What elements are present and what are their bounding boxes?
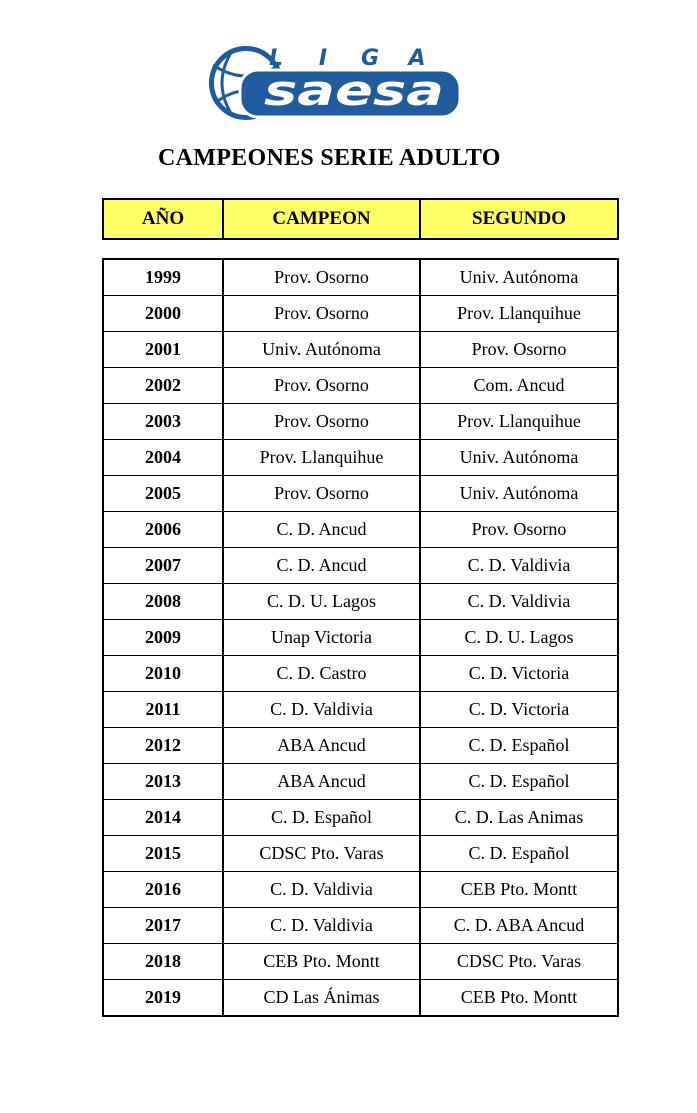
table-row — [103, 259, 618, 296]
runner-up-cell: C. D. U. Lagos — [420, 620, 618, 656]
runner-up-cell: CEB Pto. Montt — [420, 872, 618, 908]
column-header-year: AÑO — [103, 199, 223, 239]
liga-letter-i: I — [318, 46, 328, 71]
champion-cell: C. D. Ancud — [223, 512, 420, 548]
champion-cell: C. D. Ancud — [223, 548, 420, 584]
table-row — [103, 728, 618, 764]
runner-up-cell: C. D. Victoria — [420, 656, 618, 692]
column-header-second: SEGUNDO — [420, 199, 618, 239]
table-row — [103, 620, 618, 656]
year-cell: 2016 — [103, 872, 223, 908]
champion-cell: C. D. Español — [223, 800, 420, 836]
results-table — [102, 258, 619, 1017]
runner-up-cell: C. D. Valdivia — [420, 548, 618, 584]
column-header-champion: CAMPEON — [223, 199, 420, 239]
year-cell: 2012 — [103, 728, 223, 764]
champion-cell: Univ. Autónoma — [223, 332, 420, 368]
table-row — [103, 332, 618, 368]
champion-cell: C. D. Castro — [223, 656, 420, 692]
saesa-wordmark: saesa — [264, 66, 444, 115]
runner-up-cell: C. D. Español — [420, 836, 618, 872]
champion-cell: Prov. Llanquihue — [223, 440, 420, 476]
year-cell: 2004 — [103, 440, 223, 476]
table-row — [103, 368, 618, 404]
year-cell: 2000 — [103, 296, 223, 332]
table-row — [103, 548, 618, 584]
runner-up-cell: C. D. Las Animas — [420, 800, 618, 836]
champion-cell: C. D. Valdivia — [223, 872, 420, 908]
runner-up-cell: C. D. Español — [420, 764, 618, 800]
champion-cell: Prov. Osorno — [223, 476, 420, 512]
runner-up-cell: Univ. Autónoma — [420, 440, 618, 476]
runner-up-cell: C. D. Valdivia — [420, 584, 618, 620]
table-row — [103, 584, 618, 620]
year-cell: 2007 — [103, 548, 223, 584]
results-tbody — [103, 259, 618, 1016]
runner-up-cell: Prov. Llanquihue — [420, 296, 618, 332]
table-row — [103, 872, 618, 908]
table-row — [103, 476, 618, 512]
champion-cell: CDSC Pto. Varas — [223, 836, 420, 872]
table-row — [103, 836, 618, 872]
champion-cell: ABA Ancud — [223, 764, 420, 800]
year-cell: 2010 — [103, 656, 223, 692]
year-cell: 2003 — [103, 404, 223, 440]
champion-cell: CD Las Ánimas — [223, 980, 420, 1017]
champion-cell: Unap Victoria — [223, 620, 420, 656]
table-row — [103, 908, 618, 944]
champion-cell: Prov. Osorno — [223, 296, 420, 332]
year-cell: 2009 — [103, 620, 223, 656]
champion-cell: CEB Pto. Montt — [223, 944, 420, 980]
year-cell: 2011 — [103, 692, 223, 728]
page-title: CAMPEONES SERIE ADULTO — [158, 145, 501, 171]
table-row — [103, 800, 618, 836]
liga-letter-a: A — [408, 46, 426, 71]
year-cell: 2001 — [103, 332, 223, 368]
table-row — [103, 296, 618, 332]
table-row — [103, 512, 618, 548]
year-cell: 2002 — [103, 368, 223, 404]
liga-letter-g: G — [360, 46, 380, 71]
runner-up-cell: C. D. Victoria — [420, 692, 618, 728]
runner-up-cell: Prov. Llanquihue — [420, 404, 618, 440]
runner-up-cell: Univ. Autónoma — [420, 476, 618, 512]
champion-cell: Prov. Osorno — [223, 259, 420, 296]
champion-cell: ABA Ancud — [223, 728, 420, 764]
header-row — [103, 199, 618, 239]
year-cell: 2005 — [103, 476, 223, 512]
runner-up-cell: CEB Pto. Montt — [420, 980, 618, 1017]
year-cell: 2014 — [103, 800, 223, 836]
year-cell: 2017 — [103, 908, 223, 944]
champion-cell: Prov. Osorno — [223, 404, 420, 440]
champion-cell: C. D. U. Lagos — [223, 584, 420, 620]
runner-up-cell: C. D. Español — [420, 728, 618, 764]
runner-up-cell: Com. Ancud — [420, 368, 618, 404]
year-cell: 2006 — [103, 512, 223, 548]
year-cell: 2008 — [103, 584, 223, 620]
runner-up-cell: C. D. ABA Ancud — [420, 908, 618, 944]
table-row — [103, 980, 618, 1017]
liga-saesa-logo — [204, 44, 462, 122]
year-cell: 1999 — [103, 259, 223, 296]
table-row — [103, 404, 618, 440]
champion-cell: C. D. Valdivia — [223, 908, 420, 944]
table-row — [103, 440, 618, 476]
year-cell: 2018 — [103, 944, 223, 980]
champion-cell: Prov. Osorno — [223, 368, 420, 404]
runner-up-cell: Univ. Autónoma — [420, 259, 618, 296]
year-cell: 2013 — [103, 764, 223, 800]
liga-letter-l: L — [268, 46, 284, 71]
runner-up-cell: Prov. Osorno — [420, 332, 618, 368]
header-table — [102, 198, 619, 240]
runner-up-cell: Prov. Osorno — [420, 512, 618, 548]
year-cell: 2019 — [103, 980, 223, 1017]
year-cell: 2015 — [103, 836, 223, 872]
champion-cell: C. D. Valdivia — [223, 692, 420, 728]
table-row — [103, 944, 618, 980]
table-row — [103, 656, 618, 692]
table-row — [103, 764, 618, 800]
runner-up-cell: CDSC Pto. Varas — [420, 944, 618, 980]
table-row — [103, 692, 618, 728]
